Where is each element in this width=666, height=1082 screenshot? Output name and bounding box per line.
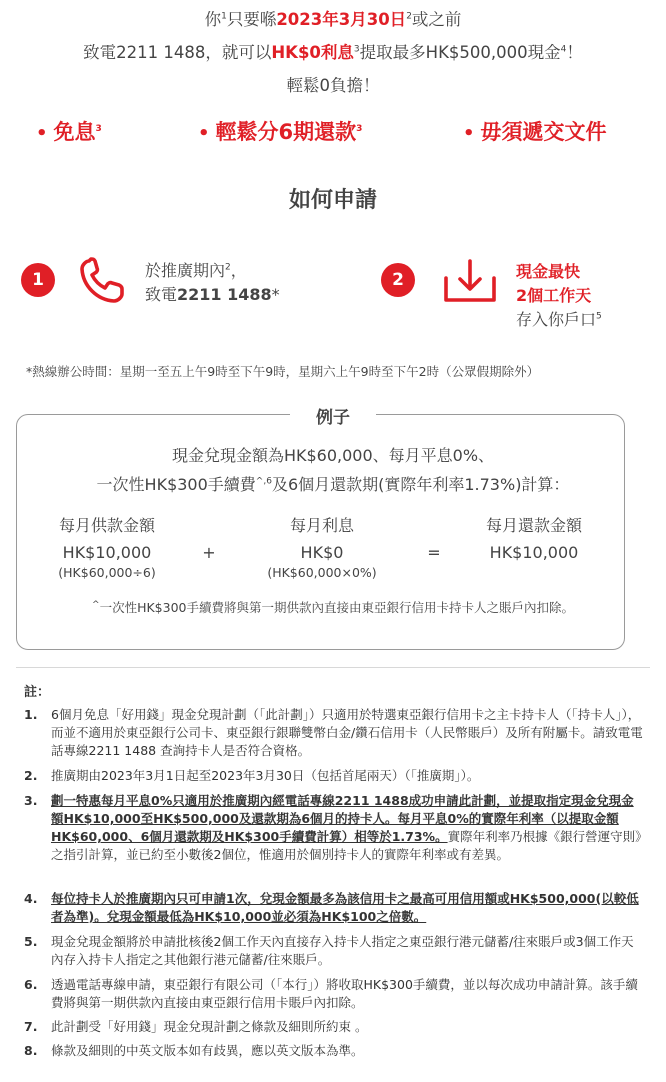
step-1-call-label: 致電 xyxy=(145,285,178,304)
note-number: 8. xyxy=(24,1043,38,1058)
footnote-ref: 1 xyxy=(221,11,227,22)
plus-operator: + xyxy=(202,543,216,562)
note-text: 透過電話專線申請，東亞銀行有限公司（「本行」）將收取HK$300手續費，並以每次成功申請計算。該手續費將與第一期供款內直接由東亞銀行信用卡賬戶內扣除。 xyxy=(51,977,638,1010)
note-text-plain: 實際年利率乃根據《銀行營運守則》之指引計算，並已約至小數後2個位，惟適用於個別持卡人的實際年利率或有差異。 xyxy=(51,829,642,862)
equals-operator: = xyxy=(427,543,441,562)
bullet-dot: • xyxy=(198,123,210,144)
intro-line-2 xyxy=(0,39,666,63)
intro-line-1 xyxy=(0,6,666,30)
punctuation: ， xyxy=(230,261,247,280)
note-text: 推廣期由2023年3月1日起至2023年3月30日（包括首尾兩天）（「推廣期」）。 xyxy=(51,768,480,783)
note-item xyxy=(24,706,644,760)
note-number: 2. xyxy=(24,768,38,783)
feature-interest-free xyxy=(36,116,102,146)
hotline-number[interactable]: 2211 1488 xyxy=(177,285,272,304)
note-text: 6個月免息「好用錢」現金兌現計劃（「此計劃」）只適用於特選東亞銀行信用卡之主卡持卡人（「持卡人」），而並不適用於東亞銀行公司卡、東亞銀行銀聯雙幣白金/鑽石信用卡（人民幣賬戶）及所有附屬卡。請致電電話專線2211 1488 查詢持卡人是否符合資格。 xyxy=(51,707,643,758)
example-line-2 xyxy=(0,472,666,495)
footnote-ref: ^,6 xyxy=(255,476,272,487)
note-number: 3. xyxy=(24,793,38,808)
bullet-dot: • xyxy=(36,123,48,144)
step-2-line-3: 存入你戶口 xyxy=(516,310,597,329)
bullet-dot: • xyxy=(463,123,475,144)
example-line-1: 現金兌現金額為HK$60,000、每月平息0%、 xyxy=(171,446,495,465)
phone-icon xyxy=(77,256,129,306)
monthly-interest-formula-text: (HK$60,000×0%) xyxy=(267,565,377,580)
monthly-repayment-value: HK$10,000 xyxy=(489,543,579,562)
feature-installments xyxy=(198,116,362,146)
note-item xyxy=(24,1018,644,1036)
download-icon xyxy=(441,258,499,306)
footnote-ref: 2 xyxy=(406,11,412,22)
example-text: 一次性HK$300手續費 xyxy=(96,475,256,494)
note-text: 此計劃受「好用錢」現金兌現計劃之條款及細則所約束 。 xyxy=(51,1019,368,1034)
monthly-interest-header: 每月利息 xyxy=(289,516,354,535)
note-item xyxy=(24,890,644,926)
step-2-text xyxy=(516,260,602,332)
example-text: 及6個月還款期(實際年利率1.73%)計算： xyxy=(271,475,570,494)
asterisk: * xyxy=(271,285,280,304)
notes-title: 註： xyxy=(24,685,51,700)
monthly-principal-value: HK$10,000 xyxy=(62,543,152,562)
note-text xyxy=(51,792,644,864)
feature-label: 免息 xyxy=(53,120,96,144)
note-item xyxy=(24,976,644,1012)
monthly-principal-header: 每月供款金額 xyxy=(58,516,155,535)
monthly-repayment-header: 每月還款金額 xyxy=(485,516,582,535)
footnote-ref: 3 xyxy=(356,124,363,134)
intro-text: 你 xyxy=(204,10,222,29)
note-text: 現金兌現金額將於申請批核後2個工作天內直接存入持卡人指定之東亞銀行港元儲蓄/往來賬戶或3個工作天內存入持卡人指定之其他銀行港元儲蓄/往來賬戶。 xyxy=(51,934,634,967)
example-note-text: 一次性HK$300手續費將與第一期供款內直接由東亞銀行信用卡持卡人之賬戶內扣除。 xyxy=(99,600,574,615)
note-item xyxy=(24,933,644,969)
intro-line-3: 輕鬆0負擔！ xyxy=(286,76,380,95)
note-item xyxy=(24,1042,644,1060)
intro-text: 或之前 xyxy=(411,10,462,29)
example-title-wrap xyxy=(0,403,666,428)
step-2-line-2: 2個工作天 xyxy=(516,286,592,305)
note-number: 5. xyxy=(24,934,38,949)
example-title: 例子 xyxy=(290,403,376,428)
footnote-ref: ^ xyxy=(92,599,100,610)
monthly-principal-formula: (HK$60,000÷6) xyxy=(58,565,156,580)
section-divider xyxy=(16,667,650,668)
step-2-line-1: 現金最快 xyxy=(516,262,581,281)
note-text xyxy=(51,890,644,926)
footnote-ref: 3 xyxy=(95,124,102,134)
intro-text: 只要喺 xyxy=(226,10,277,29)
note-emphasis: 每位持卡人於推廣期內只可申請1次，兌現金額最多為該信用卡之最高可用信用額或HK$500,000(以較低者為準)。兌現金額最低為HK$10,000並必須為HK$100之倍數。 xyxy=(51,891,639,924)
note-item xyxy=(24,767,644,785)
note-number: 4. xyxy=(24,891,38,906)
note-text: 條款及細則的中英文版本如有歧異，應以英文版本為準。 xyxy=(51,1043,364,1058)
how-to-apply-title: 如何申請 xyxy=(288,188,377,213)
intro-text: 致電2211 1488，就可以 xyxy=(83,43,272,62)
footnote-ref: 2 xyxy=(225,262,231,273)
note-number: 1. xyxy=(24,707,38,722)
intro-text: 提取最多HK$500,000現金 xyxy=(359,43,561,62)
intro-text: ！ xyxy=(566,43,583,62)
deadline-date: 2023年3月30日 xyxy=(276,10,407,29)
step-1-line-1: 於推廣期內 xyxy=(145,261,226,280)
note-emphasis: 劃一特惠每月平息0%只適用於推廣期內經電話專線2211 1488成功申請此計劃，並提取指定現金兌現金額HK$10,000至HK$500,000及還款期為6個月的持卡人。每月平息0%的實際年利率（以提取金額HK$60,000、6個月還款期及HK$300手續費計算）相等於1.73%。 xyxy=(51,793,634,844)
footnote-ref: 3 xyxy=(353,44,360,55)
feature-label: 毋須遞交文件 xyxy=(480,120,607,144)
note-item xyxy=(24,792,644,864)
note-number: 6. xyxy=(24,977,38,992)
step-1-text xyxy=(145,259,280,307)
footnote-ref: 4 xyxy=(560,44,567,55)
feature-label: 輕鬆分6期還款 xyxy=(215,120,357,144)
feature-no-documents xyxy=(463,116,607,146)
monthly-interest-value: HK$0 xyxy=(300,543,344,562)
step-2-badge: 2 xyxy=(381,263,415,297)
footnote-ref: 5 xyxy=(596,311,602,322)
hotline-hours-note: *熱線辦公時間：星期一至五上午9時至下午9時，星期六上午9時至下午2時（公眾假期除外） xyxy=(26,364,540,379)
example-fee-note xyxy=(0,598,666,616)
zero-interest-highlight: HK$0利息 xyxy=(271,43,354,62)
note-number: 7. xyxy=(24,1019,38,1034)
step-1-badge: 1 xyxy=(21,263,55,297)
